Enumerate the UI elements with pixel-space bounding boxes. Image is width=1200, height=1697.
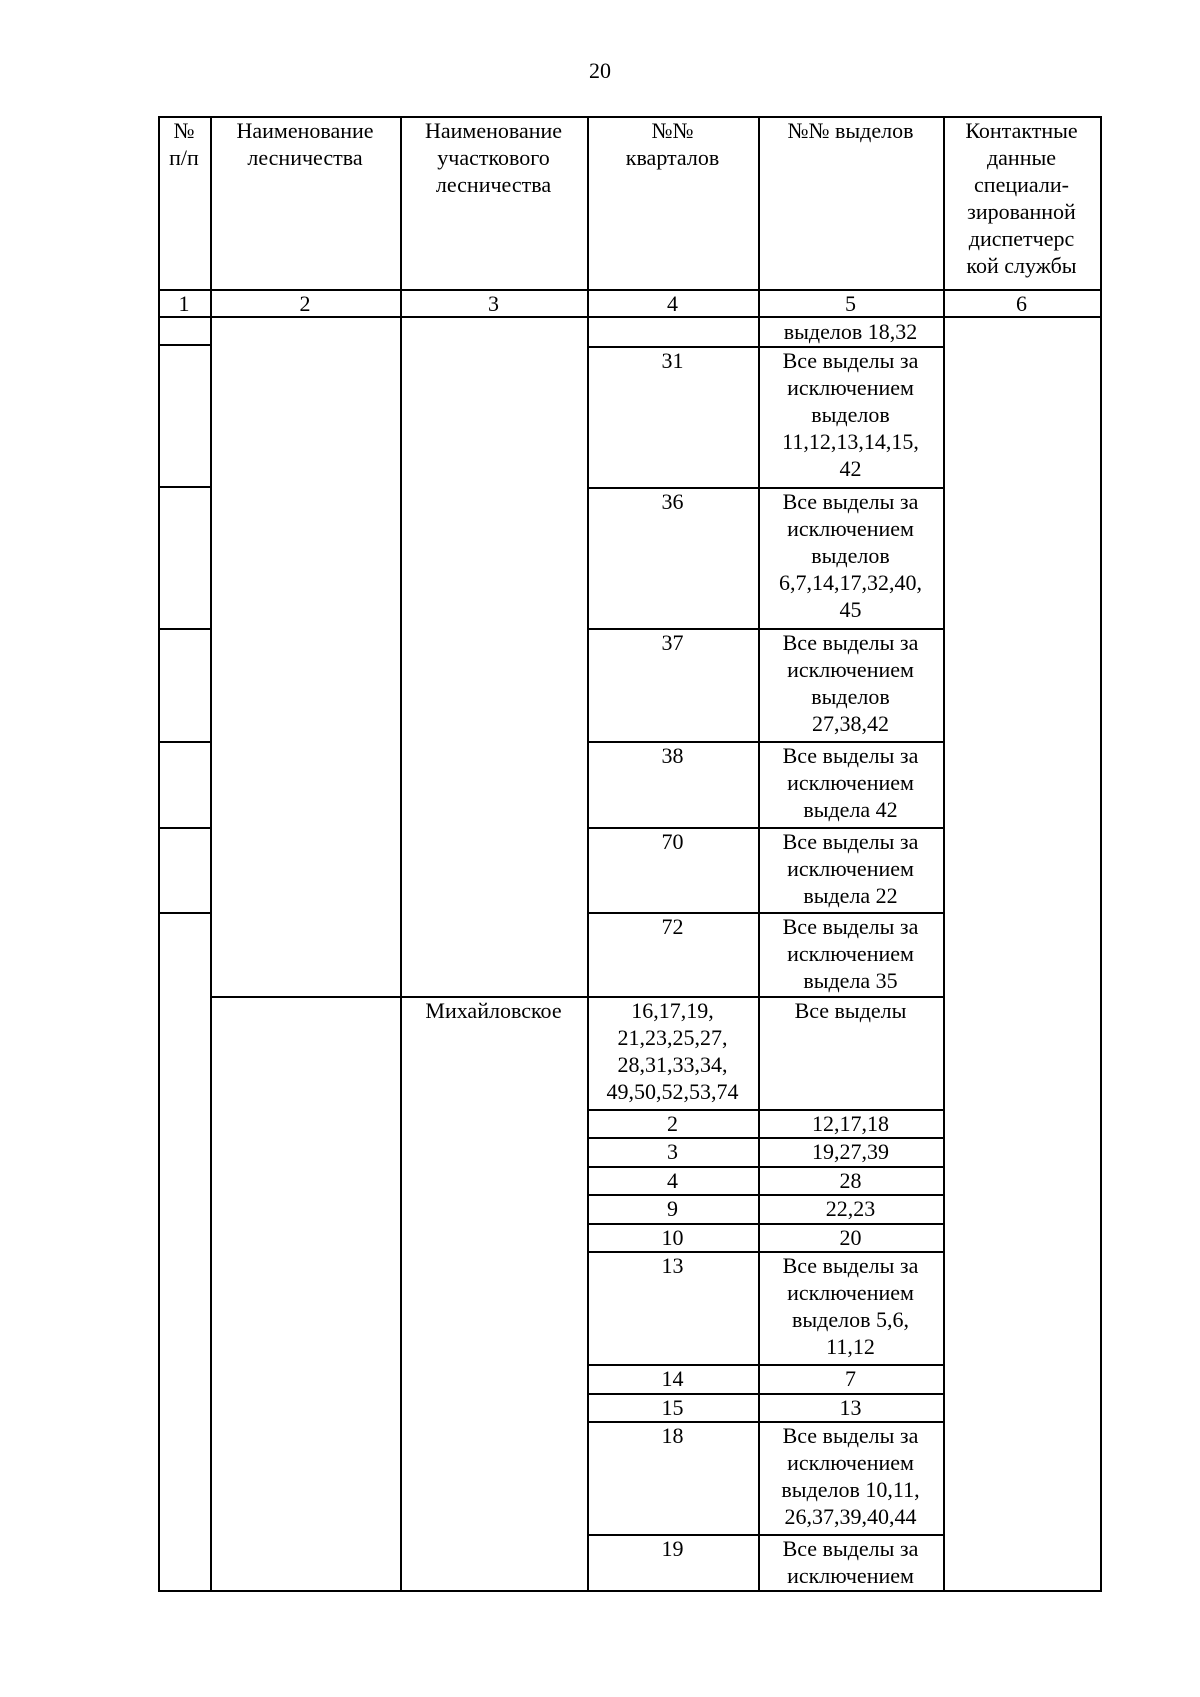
column-number: 4 xyxy=(667,291,678,316)
quarter-cell: 2 xyxy=(667,1111,678,1136)
sections-cell: Все выделы за исключением выделов 11,12,13,14,15, 42 xyxy=(782,348,919,481)
sections-cell: 12,17,18 xyxy=(812,1111,889,1136)
table-border xyxy=(1100,116,1102,1592)
quarter-cell: 37 xyxy=(661,630,684,655)
table-border xyxy=(158,628,210,630)
column-number: 2 xyxy=(299,291,311,316)
sections-cell: Все выделы xyxy=(794,998,907,1023)
table-border xyxy=(158,827,210,829)
quarter-cell: 14 xyxy=(661,1366,684,1391)
sections-cell: Все выделы за исключением выдела 22 xyxy=(782,829,919,908)
quarter-cell: 13 xyxy=(661,1253,684,1278)
table-border xyxy=(158,912,210,914)
table-border xyxy=(943,116,945,1592)
quarter-cell: 9 xyxy=(667,1196,678,1221)
header-cell-sections: №№ выделов xyxy=(787,118,914,143)
column-number: 5 xyxy=(845,291,856,316)
sections-cell: 22,23 xyxy=(825,1196,876,1221)
sections-cell: Все выделы за исключением выдела 42 xyxy=(782,743,919,822)
sections-cell: Все выделы за исключением выделов 27,38,42 xyxy=(782,630,919,736)
header-cell-contacts: Контактные данные специали- зированной диспетчерс кой службы xyxy=(965,118,1078,278)
quarter-cell: 70 xyxy=(661,829,684,854)
quarter-cell: 72 xyxy=(661,914,684,939)
column-number: 3 xyxy=(488,291,499,316)
table-border xyxy=(158,1590,1100,1592)
quarter-cell: 4 xyxy=(667,1168,678,1193)
table-border xyxy=(158,344,210,346)
sections-cell: 28 xyxy=(839,1168,862,1193)
sections-cell: 7 xyxy=(845,1366,856,1391)
district-forestry-cell: Михайловское xyxy=(425,998,562,1023)
quarter-cell: 36 xyxy=(661,489,684,514)
table-border xyxy=(158,116,160,1592)
header-cell-quarters: №№ кварталов xyxy=(625,118,720,170)
sections-cell: 13 xyxy=(839,1395,862,1420)
header-cell-forestry: Наименование лесничества xyxy=(236,118,374,170)
table-border xyxy=(400,116,402,1592)
sections-cell: Все выделы за исключением выделов 10,11, 26,37,39,40,44 xyxy=(781,1423,920,1529)
sections-cell: Все выделы за исключением выделов 6,7,14,17,32,40, 45 xyxy=(779,489,922,622)
table-border xyxy=(158,486,210,488)
sections-cell: Все выделы за исключением выделов 5,6, 11,12 xyxy=(782,1253,919,1359)
table-border xyxy=(210,116,212,1592)
quarter-cell: 15 xyxy=(661,1395,684,1420)
sections-cell: выделов 18,32 xyxy=(783,319,918,344)
quarter-cell: 38 xyxy=(661,743,684,768)
quarter-cell: 18 xyxy=(661,1423,684,1448)
table-border xyxy=(1100,116,1102,316)
page-number: 20 xyxy=(589,58,611,83)
quarter-cell: 3 xyxy=(667,1139,678,1164)
column-number: 1 xyxy=(178,291,190,316)
quarter-cell: 19 xyxy=(661,1536,684,1561)
quarter-cell: 16,17,19, 21,23,25,27, 28,31,33,34, 49,50,52,53,74 xyxy=(606,998,739,1104)
header-cell-district-forestry: Наименование участкового лесничества xyxy=(424,118,563,197)
sections-cell: 20 xyxy=(839,1225,862,1250)
table-border xyxy=(158,741,210,743)
quarter-cell: 10 xyxy=(661,1225,684,1250)
sections-cell: 19,27,39 xyxy=(812,1139,889,1164)
column-number: 6 xyxy=(1016,291,1027,316)
header-cell-number: № п/п xyxy=(169,118,199,170)
sections-cell: Все выделы за исключением выдела 35 xyxy=(782,914,919,993)
quarter-cell: 31 xyxy=(661,348,684,373)
sections-cell: Все выделы за исключением xyxy=(782,1536,919,1588)
